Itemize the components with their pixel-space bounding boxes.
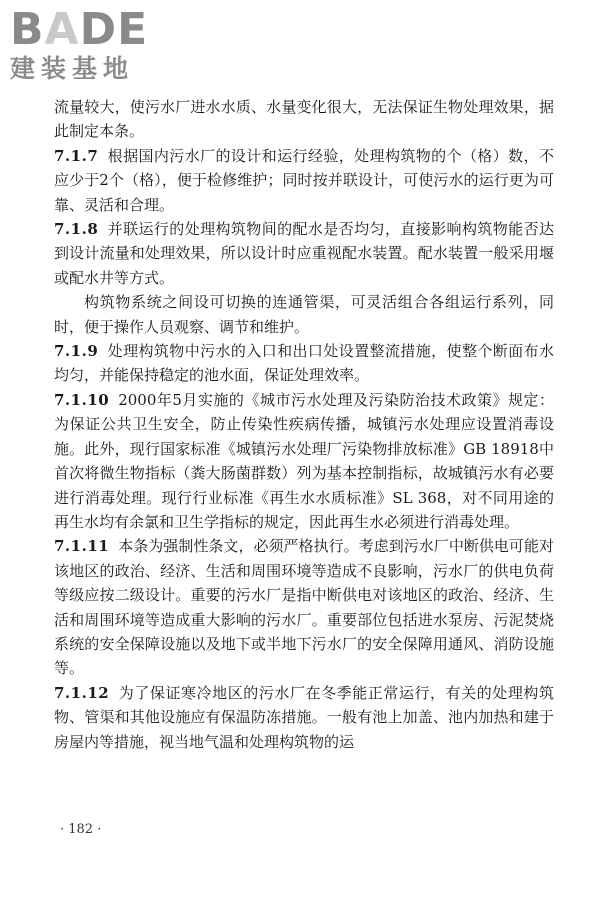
paragraph-text: 流量较大，使污水厂进水水质、水量变化很大，无法保证生物处理效果，据此制定本条。 <box>54 98 554 141</box>
paragraph-text: 2000年5月实施的《城市污水处理及污染防治技术政策》规定：为保证公共卫生安全，防止传染性疾病传播，城镇污水处理应设置消毒设施。此外，现行国家标准《城镇污水处理厂污染物排放标准》GB 18918中首次将微生物指标（粪大肠菌群数）列为基本控制指标，故城镇污水有必要进行消毒处理。现行行业标准《再生水水质标准》SL 368，对不同用途的再生水均有余氯和卫生学指标的规定，因此再生水必须进行消毒处理。 <box>54 390 554 531</box>
clause-number: 7.1.7 <box>54 146 99 165</box>
logo-letter-b: B <box>10 4 45 55</box>
clause-number: 7.1.10 <box>54 390 110 409</box>
logo-letter-a: A <box>44 4 80 55</box>
paragraph-text: 构筑物系统之间设可切换的连通管渠，可灵活组合各组运行系列，同时，便于操作人员观察、调节和维护。 <box>54 293 554 336</box>
clause-7-1-8 <box>54 217 554 290</box>
paragraph-text: 为了保证寒冷地区的污水厂在冬季能正常运行，有关的处理构筑物、管渠和其他设施应有保温防冻措施。一般有池上加盖、池内加热和建于房屋内等措施，视当地气温和处理构筑物的运 <box>54 683 554 751</box>
paragraph-text: 处理构筑物中污水的入口和出口处设置整流措施，使整个断面布水均匀，并能保持稳定的池水面，保证处理效率。 <box>54 342 554 385</box>
clause-number: 7.1.9 <box>54 342 99 361</box>
clause-7-1-11 <box>54 534 554 680</box>
clause-number: 7.1.8 <box>54 220 99 239</box>
clause-number: 7.1.12 <box>54 683 110 702</box>
clause-7-1-8-continued <box>54 290 554 339</box>
clause-7-1-10 <box>54 388 554 534</box>
page-number: · 182 · <box>60 822 102 837</box>
clause-7-1-7 <box>54 144 554 217</box>
clause-7-1-9 <box>54 339 554 388</box>
paragraph-continuation <box>54 95 554 144</box>
clause-7-1-12 <box>54 681 554 754</box>
bade-logo <box>10 6 180 88</box>
clause-number: 7.1.11 <box>54 537 110 556</box>
logo-wordmark <box>10 6 180 54</box>
paragraph-text: 并联运行的处理构筑物间的配水是否均匀，直接影响构筑物能否达到设计流量和处理效果，所以设计时应重视配水装置。配水装置一般采用堰或配水井等方式。 <box>54 220 554 287</box>
document-body <box>54 95 554 754</box>
logo-subtitle: 建装基地 <box>10 54 135 83</box>
logo-letters-de: DE <box>79 4 149 55</box>
paragraph-text: 根据国内污水厂的设计和运行经验，处理构筑物的个（格）数，不应少于2个（格），便于检修维护；同时按并联设计，可使污水的运行更为可靠、灵活和合理。 <box>54 146 554 214</box>
paragraph-text: 本条为强制性条文，必须严格执行。考虑到污水厂中断供电可能对该地区的政治、经济、生活和周围环境等造成不良影响，污水厂的供电负荷等级应按二级设计。重要的污水厂是指中断供电对该地区的政治、经济、生活和周围环境等造成重大影响的污水厂。重要部位包括进水泵房、污泥焚烧系统的安全保障设施以及地下或半地下污水厂的安全保障用通风、消防设施等。 <box>54 537 554 678</box>
